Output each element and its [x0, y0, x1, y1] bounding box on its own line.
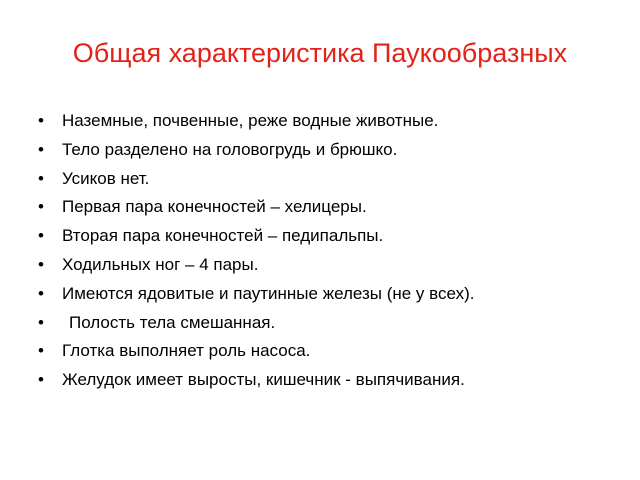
list-item: [38, 136, 628, 165]
bullet-icon: •: [38, 370, 44, 390]
bullet-list: [38, 107, 628, 395]
bullet-text: Наземные, почвенные, реже водные животные.: [62, 111, 439, 130]
list-item: [38, 366, 628, 395]
bullet-text: Полость тела смешанная.: [69, 312, 276, 332]
bullet-text: Ходильных ног – 4 пары.: [62, 254, 259, 274]
bullet-text: Вторая пара конечностей – педипальпы.: [62, 226, 384, 246]
bullet-text: Усиков нет.: [62, 168, 150, 188]
list-item: [38, 193, 628, 222]
bullet-icon: •: [38, 341, 44, 361]
bullet-text: Глотка выполняет роль насоса.: [62, 341, 311, 361]
bullet-text: Желудок имеет выросты, кишечник - выпячивания.: [62, 370, 465, 390]
bullet-text: Первая пара конечностей – хелицеры.: [62, 197, 367, 217]
slide-title: Общая характеристика Паукообразных: [72, 38, 568, 68]
bullet-text: Тело разделено на головогрудь и брюшко.: [62, 139, 398, 159]
list-item: [38, 165, 628, 194]
bullet-icon: •: [38, 168, 44, 188]
list-item: [38, 309, 628, 338]
bullet-icon: •: [38, 197, 44, 217]
list-item: [38, 222, 628, 251]
list-item: [38, 337, 628, 366]
bullet-text: Имеются ядовитые и паутинные железы (не у всех).: [62, 283, 475, 303]
bullet-icon: •: [38, 283, 44, 303]
bullet-icon: •: [38, 139, 44, 159]
list-item: [38, 107, 628, 136]
list-item: [38, 251, 628, 280]
bullet-icon: •: [38, 312, 44, 332]
bullet-icon: •: [38, 111, 44, 130]
list-item: [38, 280, 628, 309]
bullet-icon: •: [38, 226, 44, 246]
bullet-icon: •: [38, 254, 44, 274]
